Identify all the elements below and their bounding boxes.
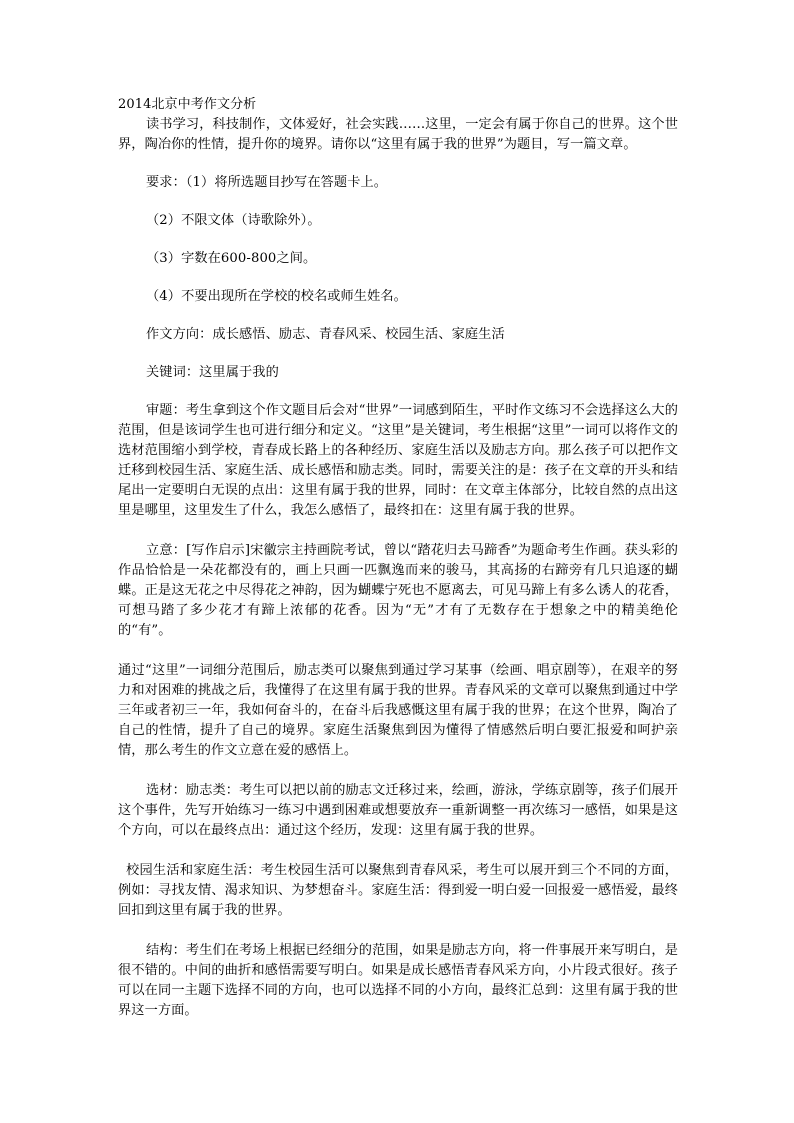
xiaoyuan-paragraph: 校园生活和家庭生活：考生校园生活可以聚焦到青春风采，考生可以展开到三个不同的方面，例如：寻找友情、渴求知识、为梦想奋斗。家庭生活：得到爱一明白爱一回报爱一感悟爱，最终回扣到这里有属于我的世界。 <box>118 863 678 918</box>
shenti-paragraph: 审题：考生拿到这个作文题目后会对“世界”一词感到陌生，平时作文练习不会选择这么大的范围，但是该词学生也可进行细分和定义。“这里”是关键词，考生根据“这里”一词可以将作文的选材范围缩小到学校，青春成长路上的各种经历、家庭生活以及励志方向。那么孩子可以把作文迁移到校园生活、家庭生活、成长感悟和励志类。同时，需要关注的是：孩子在文章的开头和结尾出一定要明白无误的点出：这里有属于我的世界，同时：在文章主体部分，比较自然的点出这里是哪里，这里发生了什么，我怎么感悟了，最终扣在：这里有属于我的世界。 <box>118 403 678 518</box>
requirement-3: （3）字数在600-800之间。 <box>146 251 317 266</box>
document-page <box>118 95 678 1021</box>
requirement-4: （4）不要出现所在学校的校名或师生姓名。 <box>146 289 407 304</box>
jiegou-paragraph: 结构：考生们在考场上根据已经细分的范围，如果是励志方向，将一件事展开来写明白，是很不错的。中间的曲折和感悟需要写明白。如果是成长感悟青春风采方向，小片段式很好。孩子可以在同一主题下选择不同的方向，也可以选择不同的小方向，最终汇总到：这里有属于我的世界这一方面。 <box>118 943 678 1018</box>
xuancai-paragraph: 选材：励志类：考生可以把以前的励志文迁移过来，绘画，游泳，学练京剧等，孩子们展开这个事件，先写开始练习一练习中遇到困难或想要放弃一重新调整一再次练习一感悟，如果是这个方向，可以在最终点出：通过这个经历，发现：这里有属于我的世界。 <box>118 783 678 838</box>
requirement-1: 要求：（1）将所选题目抄写在答题卡上。 <box>146 175 388 190</box>
tongguo-paragraph: 通过“这里”一词细分范围后，励志类可以聚焦到通过学习某事（绘画、唱京剧等），在艰辛的努力和对困难的挑战之后，我懂得了在这里有属于我的世界。青春风采的文章可以聚焦到通过中学三年或者初三一年，我如何奋斗的，在奋斗后我感慨这里有属于我的世界；在这个世界，陶冶了自己的性情，提升了自己的境界。家庭生活聚焦到因为懂得了情感然后明白要汇报爱和呵护亲情，那么考生的作文立意在爱的感悟上。 <box>118 663 678 758</box>
liyi-paragraph: 立意：[写作启示]宋徽宗主持画院考试，曾以“踏花归去马蹄香”为题命考生作画。获头彩的作品恰恰是一朵花都没有的，画上只画一匹飘逸而来的骏马，其高扬的右蹄旁有几只追逐的蝴蝶。正是这无花之中尽得花之神韵，因为蝴蝶宁死也不愿离去，可见马蹄上有多么诱人的花香，可想马踏了多少花才有蹄上浓郁的花香。因为“无”才有了无数存在于想象之中的精美绝伦的“有”。 <box>118 543 678 638</box>
document-title: 2014北京中考作文分析 <box>118 97 257 112</box>
direction-line: 作文方向：成长感悟、励志、青春风采、校园生活、家庭生活 <box>146 327 505 342</box>
prompt-paragraph: 读书学习，科技制作，文体爱好，社会实践……这里，一定会有属于你自己的世界。这个世界，陶冶你的性情，提升你的境界。请你以“这里有属于我的世界”为题目，写一篇文章。 <box>118 117 678 152</box>
requirement-2: （2）不限文体（诗歌除外）。 <box>146 213 321 228</box>
keyword-line: 关键词：这里属于我的 <box>146 365 279 380</box>
